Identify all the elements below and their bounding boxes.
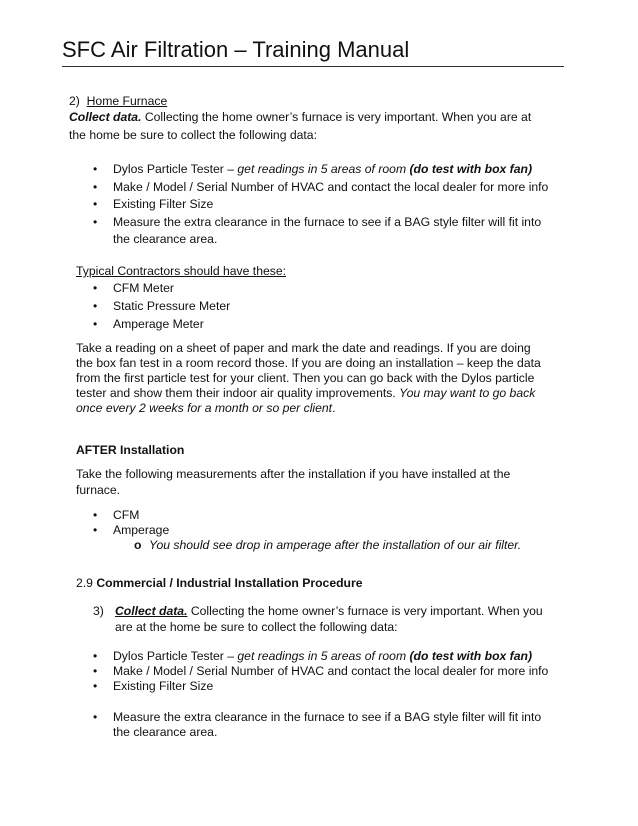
list-item: Existing Filter Size [113,197,214,211]
bullet-icon: • [93,197,98,211]
collect-data-line: Collect data. Collecting the home owner’s furnace is very important. When you [115,604,543,618]
list-item: CFM [113,508,140,522]
list-item: Dylos Particle Tester – get readings in 5 areas of room (do test with box fan) [113,649,533,663]
list-item: Measure the extra clearance in the furnace to see if a BAG style filter will fit into [113,215,542,229]
paragraph-line: from the first particle test for your client. Then you can go back with the Dylos particle [76,371,535,385]
list-item: Amperage [113,523,170,537]
list-item: Dylos Particle Tester – get readings in 5 areas of room (do test with box fan) [113,162,533,176]
paragraph-line: the box fan test in a room record those. If you are doing an installation – keep the data [76,356,541,370]
paragraph-line: tester and show them their indoor air quality improvements. You may want to go back [76,386,536,400]
bullet-icon: • [93,180,98,194]
collect-data-line-2: are at the home be sure to collect the following data: [115,620,398,634]
bullet-icon: • [93,281,98,295]
list-item: Make / Model / Serial Number of HVAC and contact the local dealer for more info [113,180,549,194]
list-item: Amperage Meter [113,317,204,331]
list-item-continuation: the clearance area. [113,725,218,739]
paragraph-line: once every 2 weeks for a month or so per client. [76,401,336,415]
list-item: Make / Model / Serial Number of HVAC and contact the local dealer for more info [113,664,549,678]
bullet-icon: • [93,710,98,724]
bullet-icon: • [93,162,98,176]
contractors-heading: Typical Contractors should have these: [76,264,287,278]
list-item-continuation: the clearance area. [113,232,218,246]
bullet-icon: • [93,523,98,537]
collect-data-line: Collect data. Collecting the home owner’s furnace is very important. When you are at [69,110,532,124]
bullet-icon: • [93,679,98,693]
bullet-icon: • [93,317,98,331]
list-item: CFM Meter [113,281,174,295]
paragraph-line: furnace. [76,483,121,497]
list-item: Measure the extra clearance in the furnace to see if a BAG style filter will fit into [113,710,542,724]
bullet-icon: • [93,664,98,678]
collect-data-line-2: the home be sure to collect the following data: [69,128,317,142]
page-title: SFC Air Filtration – Training Manual [62,36,564,67]
home-furnace-title: Home Furnace [86,94,168,108]
commercial-heading: 2.9 Commercial / Industrial Installation Procedure [76,576,363,590]
bullet-icon: • [93,508,98,522]
bullet-icon: • [93,649,98,663]
bullet-icon: • [93,215,98,229]
list-item: Static Pressure Meter [113,299,231,313]
sub-bullet-icon: o [134,538,142,552]
bullet-icon: • [93,299,98,313]
sub-list-item: You should see drop in amperage after the installation of our air filter. [149,538,522,552]
commercial-step-number: 3) [93,604,104,618]
list-item: Existing Filter Size [113,679,214,693]
home-furnace-heading: 2) Home Furnace [69,94,168,108]
paragraph-line: Take a reading on a sheet of paper and mark the date and readings. If you are doing [76,341,531,355]
paragraph-line: Take the following measurements after the installation if you have installed at the [76,467,511,481]
after-installation-heading: AFTER Installation [76,443,185,457]
